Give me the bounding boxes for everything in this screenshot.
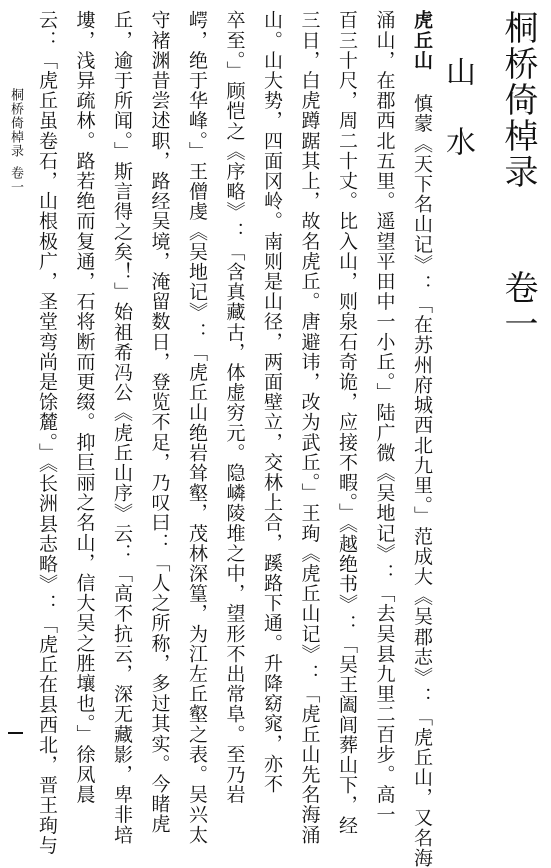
text-column: [187, 10, 206, 845]
entry-heading: 虎丘山: [411, 10, 433, 71]
text-run: 山。山大势，四面冈岭。南则是山径，两面壁立，交林上合，蹊路下通。升降窈窕，亦不: [261, 10, 283, 794]
text-column: [412, 10, 431, 868]
margin-header: [6, 88, 25, 194]
section-title: 山水: [440, 56, 475, 196]
text-run: 卒至。」顾恺之《序略》：「含真藏古，体虚穷元。隐嶙陵堆之中，望形不出常阜。至乃岩: [223, 10, 246, 805]
text-column: [337, 10, 356, 835]
page-number-mark: [8, 732, 23, 734]
text-run: 塿，浅异疏林。路若绝而复通，石将断而更缀。抑巨丽之名山，信大吴之胜壤也。」徐凤晨: [73, 10, 96, 805]
text-run: 三日，白虎蹲踞其上，故名虎丘。唐避讳，改为武丘。」王珣《虎丘山记》：「虎丘山先名海涌: [298, 10, 321, 845]
text-column: [300, 10, 319, 845]
volume-label: 卷一: [498, 270, 538, 342]
book-title-header: [494, 10, 543, 342]
text-column: [262, 10, 281, 794]
text-column: [112, 10, 131, 845]
text-run: 云：「虎丘虽卷石，山根极广，圣堂弯尚是馀麓。」《长洲县志略》：「虎丘在县西北，晋王珣与: [36, 10, 58, 856]
margin-book-title: 桐桥倚棹录: [8, 88, 23, 158]
book-title: 桐桥倚棹录: [498, 10, 538, 190]
text-column: [75, 10, 94, 805]
text-run: 崿，绝于华峰。」王僧虔《吴地记》：「虎丘山绝岩耸壑，茂林深篁，为江左丘壑之表。吴兴太: [186, 10, 208, 845]
text-run: 慎蒙《天下名山记》：「在苏州府城西北九里。」范成大《吴郡志》：「虎丘山，又名海: [411, 70, 433, 868]
margin-volume: 卷一: [8, 166, 23, 194]
text-run: 丘，逾于所闻。」斯言得之矣！」始祖希冯公《虎丘山序》云：「高不抗云，深无藏影，卑非培: [111, 10, 133, 845]
text-column: [150, 10, 169, 834]
text-column: [375, 10, 394, 825]
text-run: 百三十尺，周二十丈。比入山，则泉石奇诡，应接不暇。」《越绝书》：「吴王阖闾葬山下，经: [336, 10, 358, 836]
text-column: [37, 10, 56, 855]
text-run: 涌山，在郡西北五里。遥望平田中一小丘。」陆广微《吴地记》：「去吴县九里二百步。高一: [373, 10, 396, 825]
text-column: [225, 10, 244, 805]
text-run: 守褚渊昔尝述职，路经吴境，淹留数日，登览不足，乃叹曰：「人之所称，多过其实。今睹虎: [148, 10, 171, 835]
